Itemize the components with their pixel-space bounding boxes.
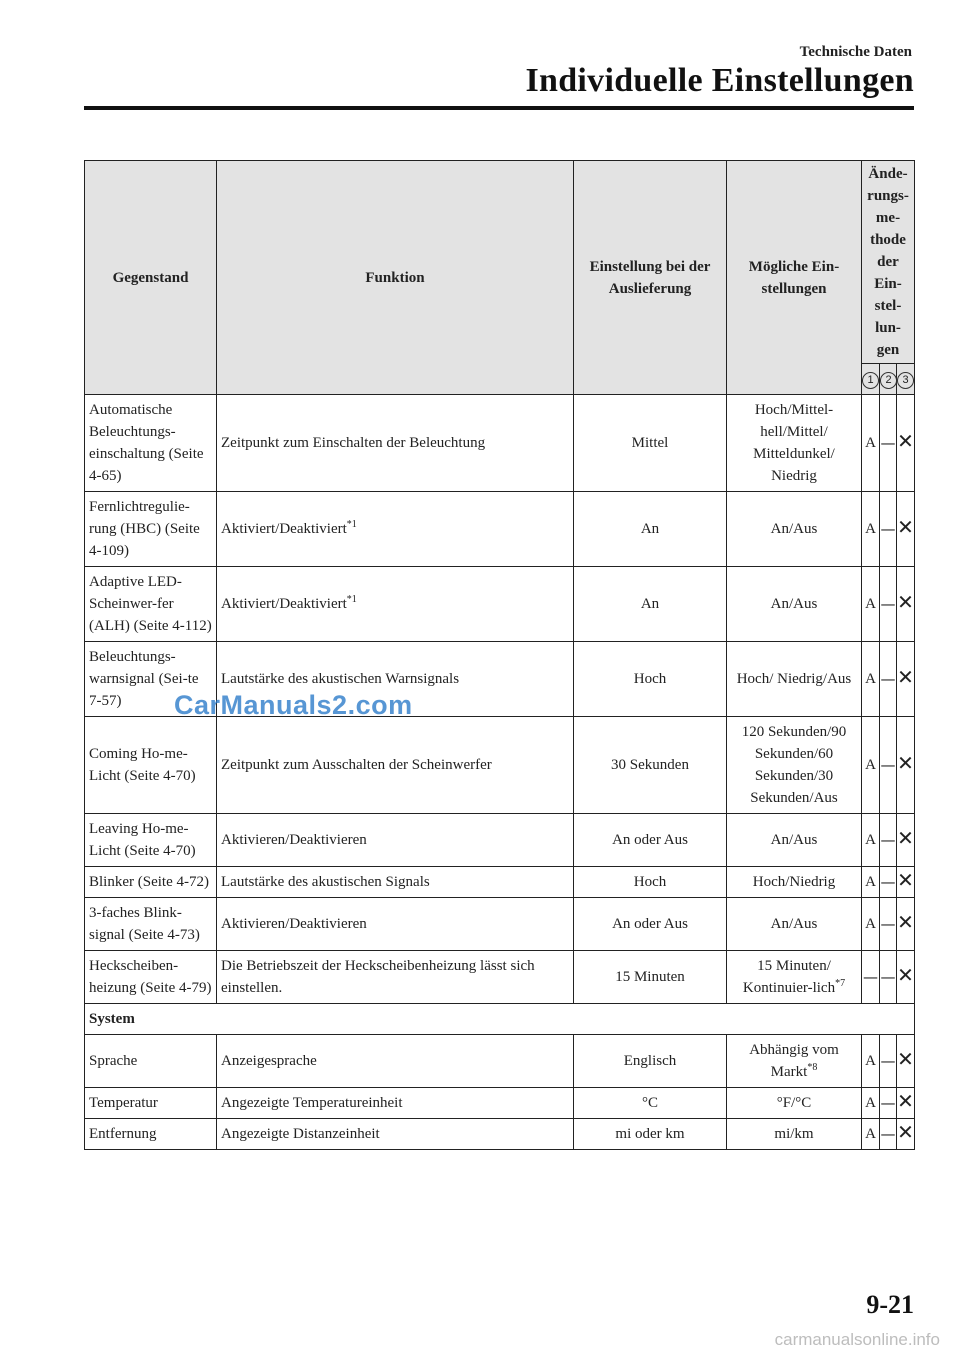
cell-function (217, 642, 574, 717)
cell-method-3 (897, 951, 915, 1004)
cross-icon: ✕ (897, 751, 914, 775)
cell-function (217, 867, 574, 898)
cell-method-1 (862, 1119, 880, 1150)
cell-function-footnote: *1 (346, 519, 357, 530)
cell-function (217, 717, 574, 814)
cell-item-text: Heckscheiben-heizung (Seite 4-79) (89, 958, 212, 996)
cell-default (574, 642, 727, 717)
table-row (85, 1088, 915, 1119)
cross-icon: ✕ (897, 590, 914, 614)
cell-options-text: 15 Minuten/ Kontinuier-lich (742, 958, 836, 996)
table-row (85, 1035, 915, 1088)
cell-options (727, 814, 862, 867)
cell-item (85, 717, 217, 814)
cell-function (217, 567, 574, 642)
watermark: CarManuals2.com (174, 690, 413, 720)
cell-item-text: Entfernung (89, 1126, 157, 1142)
header-rule (84, 106, 914, 110)
method-code: A (865, 1053, 876, 1069)
method-1-header (862, 364, 880, 395)
cell-function (217, 1119, 574, 1150)
cell-method-1 (862, 898, 880, 951)
section-row-system (85, 1004, 915, 1035)
method-code: A (865, 596, 876, 612)
table-row (85, 492, 915, 567)
cell-method-3 (897, 395, 915, 492)
cross-icon: ✕ (897, 1047, 914, 1071)
cell-method-2 (880, 898, 897, 951)
cell-method-2 (880, 717, 897, 814)
cell-default-text: An (640, 521, 660, 537)
table-body (85, 395, 915, 1150)
method-3-badge: 3 (897, 372, 914, 389)
cell-method-1 (862, 395, 880, 492)
cell-method-1 (862, 492, 880, 567)
cross-icon: ✕ (897, 665, 914, 689)
dash-mark: — (863, 967, 878, 986)
table-row (85, 567, 915, 642)
cell-function-text: Aktivieren/Deaktivieren (221, 916, 367, 932)
cell-item-text: Adaptive LED-Scheinwer-fer (ALH) (Seite 4-112) (89, 574, 212, 634)
dash-mark: — (880, 1093, 896, 1112)
table-row (85, 867, 915, 898)
cross-icon: ✕ (897, 1089, 914, 1113)
cell-options-text: 120 Sekunden/90 Sekunden/60 Sekunden/30 Sekunden/Aus (741, 724, 847, 806)
cell-default-text: 15 Minuten (615, 969, 685, 985)
cell-options (727, 395, 862, 492)
cell-function-text: Lautstärke des akustischen Signals (221, 874, 430, 890)
cell-item-text: Temperatur (89, 1095, 158, 1111)
cell-default (574, 567, 727, 642)
dash-mark: — (880, 872, 896, 891)
cell-options (727, 951, 862, 1004)
footer-site: carmanualsonline.info (774, 1330, 940, 1349)
section-label: System (85, 1004, 915, 1035)
cell-item (85, 642, 217, 717)
cell-options (727, 1088, 862, 1119)
cell-default (574, 492, 727, 567)
method-3-header (897, 364, 915, 395)
cell-function (217, 492, 574, 567)
cell-method-3 (897, 717, 915, 814)
method-code: A (865, 916, 876, 932)
page-number: 9-21 (866, 1290, 914, 1319)
table-row (85, 717, 915, 814)
cell-default-text: 30 Sekunden (611, 757, 689, 773)
method-1-badge: 1 (862, 372, 879, 389)
cell-method-3 (897, 567, 915, 642)
cell-method-2 (880, 1119, 897, 1150)
cell-method-1 (862, 717, 880, 814)
cell-options (727, 898, 862, 951)
cell-item (85, 814, 217, 867)
cell-options-text: An/Aus (770, 596, 818, 612)
cross-icon: ✕ (897, 515, 914, 539)
cross-icon: ✕ (897, 910, 914, 934)
col-header-item: Gegenstand (85, 161, 217, 395)
cell-options (727, 492, 862, 567)
cell-function (217, 951, 574, 1004)
cell-function-text: Zeitpunkt zum Einschalten der Beleuchtung (221, 435, 486, 451)
cell-item-text: Blinker (Seite 4-72) (89, 874, 209, 890)
cell-default-text: Hoch (633, 671, 667, 687)
cell-default (574, 898, 727, 951)
cell-function-text: Angezeigte Temperatureinheit (221, 1095, 403, 1111)
table-row (85, 642, 915, 717)
cell-options-text: An/Aus (770, 521, 818, 537)
col-header-function: Funktion (217, 161, 574, 395)
cell-function-text: Lautstärke des akustischen Warnsignals (221, 671, 460, 687)
dash-mark: — (880, 1051, 896, 1070)
cell-function (217, 1035, 574, 1088)
cell-method-1 (862, 642, 880, 717)
cell-options-text: Hoch/ Niedrig/Aus (736, 671, 852, 687)
cell-method-2 (880, 951, 897, 1004)
cell-default-text: °C (641, 1095, 658, 1111)
cell-function (217, 395, 574, 492)
cell-default (574, 1035, 727, 1088)
cell-item (85, 492, 217, 567)
cell-method-2 (880, 867, 897, 898)
cell-function-text: Aktiviert/Deaktiviert (221, 521, 347, 537)
cell-function-text: Aktivieren/Deaktivieren (221, 832, 367, 848)
page-title: Individuelle Einstellungen (525, 62, 914, 99)
col-header-method: Ände-rungs-me-thode der Ein-stel-lun-gen (862, 161, 915, 364)
cell-item (85, 867, 217, 898)
method-code: A (865, 521, 876, 537)
method-code: A (865, 757, 876, 773)
cell-method-2 (880, 492, 897, 567)
cell-method-2 (880, 567, 897, 642)
cell-options-footnote: *8 (807, 1062, 818, 1073)
cell-method-1 (862, 1035, 880, 1088)
cell-item (85, 567, 217, 642)
cell-item-text: Coming Ho-me-Licht (Seite 4-70) (89, 746, 196, 784)
cell-function (217, 1088, 574, 1119)
cell-options (727, 642, 862, 717)
cell-method-2 (880, 642, 897, 717)
cell-options-text: Hoch/Niedrig (752, 874, 836, 890)
dash-mark: — (880, 914, 896, 933)
method-code: A (865, 435, 876, 451)
method-2-header (880, 364, 897, 395)
cell-method-3 (897, 814, 915, 867)
cell-function-text: Angezeigte Distanzeinheit (221, 1126, 380, 1142)
cell-options-text: An/Aus (770, 916, 818, 932)
cell-default (574, 951, 727, 1004)
cell-default-text: An oder Aus (612, 832, 688, 848)
cell-options-text: Hoch/Mittel-hell/Mittel/ Mitteldunkel/ Niedrig (753, 402, 835, 484)
cell-options-footnote: *7 (835, 978, 846, 989)
cell-method-3 (897, 1035, 915, 1088)
cell-function-text: Aktiviert/Deaktiviert (221, 596, 347, 612)
table-row (85, 898, 915, 951)
cell-default-text: Mittel (631, 435, 669, 451)
method-code: A (865, 1095, 876, 1111)
cross-icon: ✕ (897, 963, 914, 987)
dash-mark: — (880, 594, 896, 613)
cell-default-text: mi oder km (615, 1126, 685, 1142)
cell-method-3 (897, 898, 915, 951)
dash-mark: — (880, 755, 896, 774)
method-code: A (865, 832, 876, 848)
dash-mark: — (880, 967, 896, 986)
cell-options-text: °F/°C (776, 1095, 812, 1111)
cell-item (85, 898, 217, 951)
cell-item (85, 1035, 217, 1088)
cell-method-2 (880, 1035, 897, 1088)
method-code: A (865, 671, 876, 687)
cell-options (727, 717, 862, 814)
method-code: A (865, 874, 876, 890)
col-header-options: Mögliche Ein-stellungen (727, 161, 862, 395)
cell-options-text: An/Aus (770, 832, 818, 848)
cell-default (574, 1119, 727, 1150)
cell-item-text: Leaving Ho-me-Licht (Seite 4-70) (89, 821, 196, 859)
cell-default (574, 814, 727, 867)
settings-table (84, 160, 915, 1150)
dash-mark: — (880, 519, 896, 538)
cross-icon: ✕ (897, 429, 914, 453)
cross-icon: ✕ (897, 868, 914, 892)
cell-default (574, 867, 727, 898)
cell-method-1 (862, 814, 880, 867)
dash-mark: — (880, 830, 896, 849)
cell-function-text: Die Betriebszeit der Heckscheibenheizung lässt sich einstellen. (221, 958, 535, 996)
method-code: A (865, 1126, 876, 1142)
cell-options-text: mi/km (774, 1126, 814, 1142)
cell-item-text: Automatische Beleuchtungs-einschaltung (Seite 4-65) (89, 402, 204, 484)
cell-method-1 (862, 951, 880, 1004)
cell-function (217, 814, 574, 867)
cell-method-2 (880, 395, 897, 492)
cell-options (727, 867, 862, 898)
cell-method-1 (862, 567, 880, 642)
cell-function-text: Anzeigesprache (221, 1053, 317, 1069)
cell-item-text: 3-faches Blink-signal (Seite 4-73) (89, 905, 200, 943)
cell-item (85, 951, 217, 1004)
cell-item (85, 1119, 217, 1150)
cell-item-text: Sprache (89, 1053, 138, 1069)
cell-default (574, 1088, 727, 1119)
cell-item-text: Fernlichtregulie-rung (HBC) (Seite 4-109) (89, 499, 200, 559)
dash-mark: — (880, 433, 896, 452)
cell-default (574, 717, 727, 814)
cross-icon: ✕ (897, 1120, 914, 1144)
table-row (85, 1119, 915, 1150)
cell-item (85, 395, 217, 492)
table-row (85, 814, 915, 867)
cell-options (727, 567, 862, 642)
cell-method-2 (880, 1088, 897, 1119)
cell-method-3 (897, 1088, 915, 1119)
cell-default-text: An oder Aus (612, 916, 688, 932)
table-header-row (85, 161, 915, 364)
table-row (85, 951, 915, 1004)
cell-item-text: Beleuchtungs-warnsignal (Sei-te 7-57) (89, 649, 199, 709)
cell-method-3 (897, 492, 915, 567)
cell-default-text: An (640, 596, 660, 612)
cell-function-text: Zeitpunkt zum Ausschalten der Scheinwerfer (221, 757, 492, 773)
dash-mark: — (880, 669, 896, 688)
section-title: Technische Daten (799, 44, 912, 60)
table-row (85, 395, 915, 492)
cell-function-footnote: *1 (346, 594, 357, 605)
cell-function (217, 898, 574, 951)
cell-default-text: Englisch (623, 1053, 677, 1069)
cell-method-2 (880, 814, 897, 867)
cell-options-text: Abhängig vom Markt (749, 1042, 839, 1080)
cell-item (85, 1088, 217, 1119)
cell-default-text: Hoch (633, 874, 667, 890)
col-header-default: Einstellung bei der Auslieferung (574, 161, 727, 395)
cell-options (727, 1119, 862, 1150)
cell-method-1 (862, 867, 880, 898)
cross-icon: ✕ (897, 826, 914, 850)
cell-method-1 (862, 1088, 880, 1119)
cell-method-3 (897, 1119, 915, 1150)
dash-mark: — (880, 1124, 896, 1143)
method-2-badge: 2 (880, 372, 897, 389)
cell-method-3 (897, 642, 915, 717)
cell-default (574, 395, 727, 492)
cell-options (727, 1035, 862, 1088)
cell-method-3 (897, 867, 915, 898)
